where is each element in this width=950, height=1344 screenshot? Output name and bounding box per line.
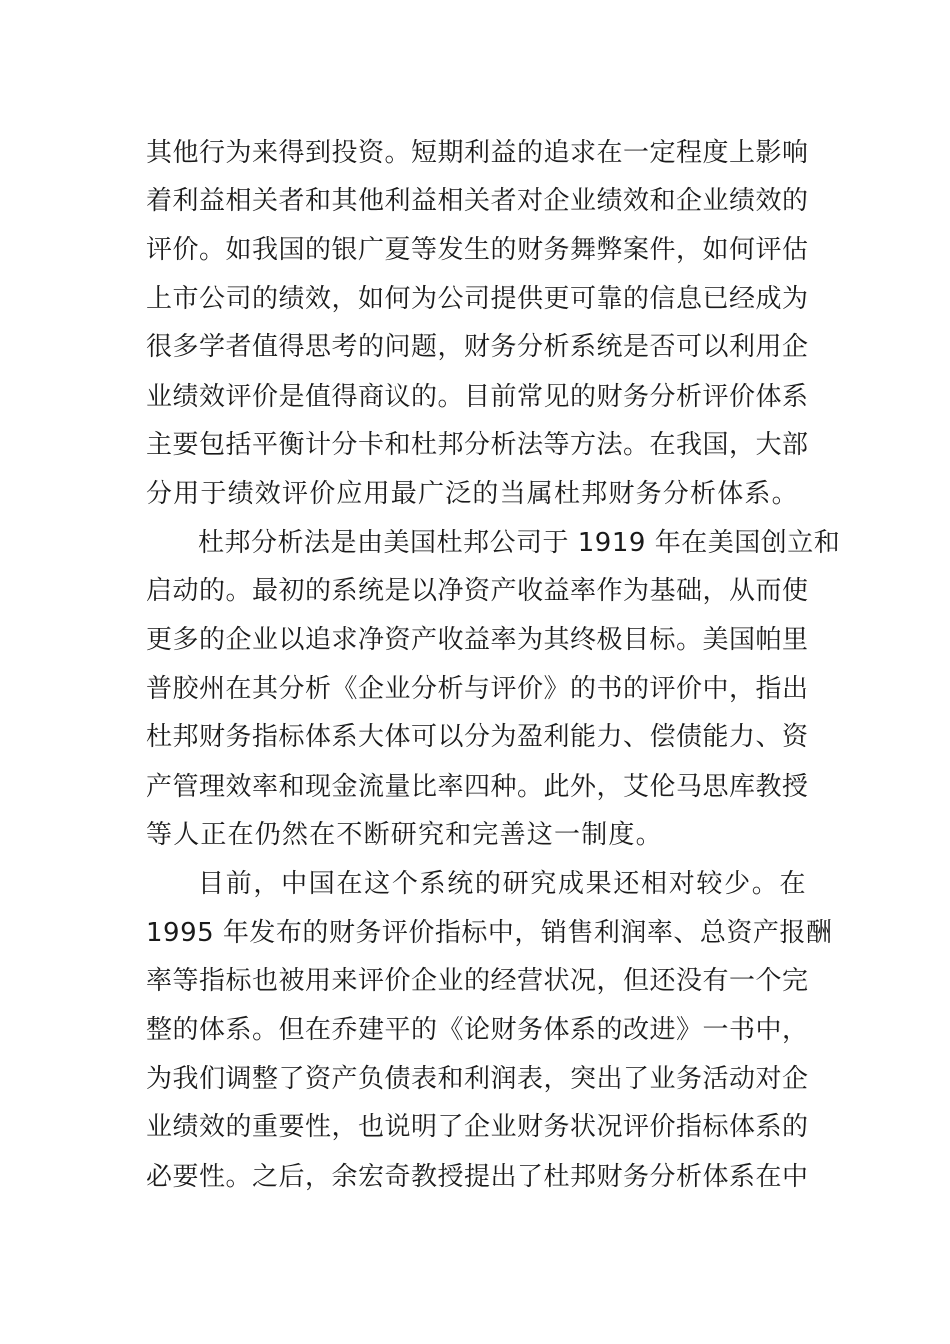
text-line: 杜邦财务指标体系大体可以分为盈利能力、偿债能力、资 [146, 722, 809, 752]
text-line: 主要包括平衡计分卡和杜邦分析法等方法。在我国，大部 [146, 430, 809, 460]
text-line: 上市公司的绩效，如何为公司提供更可靠的信息已经成为 [146, 284, 809, 314]
text-line: 评价。如我国的银广夏等发生的财务舞弊案件，如何评估 [146, 235, 809, 265]
text-line: 等人正在仍然在不断研究和完善这一制度。 [146, 820, 663, 850]
paragraph-first-line: 目前，中国在这个系统的研究成果还相对较少。在 [198, 869, 806, 899]
text-line: 产管理效率和现金流量比率四种。此外，艾伦马思库教授 [146, 772, 809, 802]
text-line: 率等指标也被用来评价企业的经营状况，但还没有一个完 [146, 966, 809, 996]
text-line: 必要性。之后，余宏奇教授提出了杜邦财务分析体系在中 [146, 1162, 809, 1192]
text-line: 普胶州在其分析《企业分析与评价》的书的评价中，指出 [146, 674, 809, 704]
text-line: 启动的。最初的系统是以净资产收益率作为基础，从而使 [146, 576, 809, 606]
text-line: 其他行为来得到投资。短期利益的追求在一定程度上影响 [146, 138, 809, 168]
paragraph-first-line: 杜邦分析法是由美国杜邦公司于 1919 年在美国创立和 [198, 528, 841, 558]
text-line: 更多的企业以追求净资产收益率为其终极目标。美国帕里 [146, 625, 809, 655]
text-line: 很多学者值得思考的问题，财务分析系统是否可以利用企 [146, 332, 809, 362]
text-line: 分用于绩效评价应用最广泛的当属杜邦财务分析体系。 [146, 479, 799, 509]
text-line: 着利益相关者和其他利益相关者对企业绩效和企业绩效的 [146, 186, 809, 216]
text-line: 业绩效的重要性，也说明了企业财务状况评价指标体系的 [146, 1112, 809, 1142]
text-line: 业绩效评价是值得商议的。目前常见的财务分析评价体系 [146, 382, 809, 412]
text-line: 整的体系。但在乔建平的《论财务体系的改进》一书中， [146, 1015, 809, 1045]
text-line: 1995 年发布的财务评价指标中，销售利润率、总资产报酬 [146, 918, 833, 948]
text-line: 为我们调整了资产负债表和利润表，突出了业务活动对企 [146, 1064, 809, 1094]
